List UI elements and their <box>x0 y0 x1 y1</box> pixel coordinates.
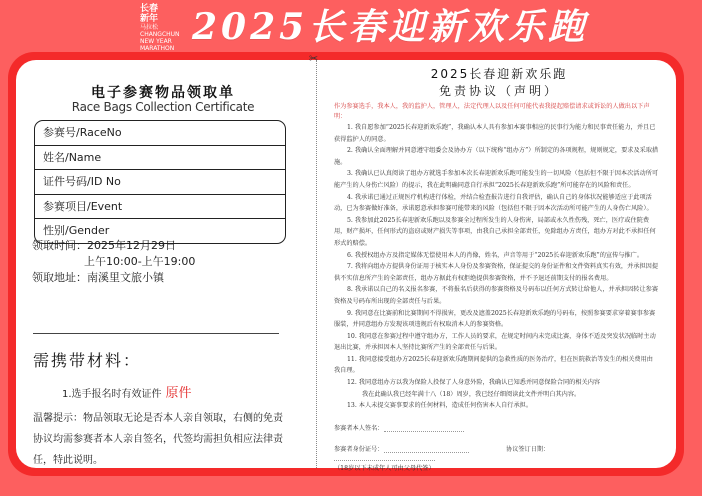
agreement-subtitle: 免责协议（声明） <box>438 84 559 98</box>
logo-line: 长春 <box>140 4 159 14</box>
id-number-label: 参赛者身份证号： <box>334 446 384 453</box>
agreement-clauses <box>334 122 659 412</box>
field-race-no: 参赛号/RaceNo <box>35 121 285 146</box>
material-item-text: 1.选手报名时有效证件 <box>62 389 162 400</box>
clause: 4. 我承诺已通过正规医疗机构进行体检，并结合检查报告进行自我评估，确认自己的身体状况能够适应于此项活动，已为参赛做好准备，承诺愿意承担参赛可能带来的风险（包括但不限于因本次活动所可能产生的人身伤亡风险）。 <box>334 193 653 213</box>
divider <box>33 333 279 334</box>
clause: 1. 我自愿参加“2025长春迎新欢乐跑”，我确认本人具有参加本赛事相应的民事行为能力和民事责任能力，并且已获得监护人的同意。 <box>334 124 656 143</box>
logo-line: 新年 <box>140 14 159 24</box>
agreement-title: 2025长春迎新欢乐跑 <box>430 67 568 81</box>
materials-heading: 需携带材料： <box>33 351 142 370</box>
field-event: 参赛项目/Event <box>35 195 285 220</box>
pickup-address-value: 南溪里文旅小镇 <box>87 271 164 284</box>
field-id-no: 证件号码/ID No <box>35 170 285 195</box>
clause: 5. 我参加此2025长春迎新欢乐跑以及参赛全过程所发生的人身伤害，局部或永久性伤残，死亡，医疗或住院费用，财产损坏，任何形式的盗窃或财产损失等事项，由我自己承担全部责任，免除组办方责任，组办方对此不承担任何形式的赔偿。 <box>334 216 656 247</box>
minor-note: （18岁以下未成年人可由父母代签） <box>334 460 435 472</box>
clause: 13. 本人未提交赛事要求的任何材料，造成任何伤害本人自行承担。 <box>347 402 533 410</box>
clause: 10. 我同意在参赛过程中遵守组办方，工作人员的要求，在规定时间内未完成比赛，身体不适及突发状况临时主动退出比赛，并承担因本人坚持比赛所产生的全部责任与后果。 <box>334 332 656 352</box>
id-number-line[interactable] <box>384 452 469 453</box>
signature-field[interactable] <box>334 423 464 432</box>
document-card <box>8 52 684 476</box>
clause: 3. 我确认已认真阅读了组办方就选手参加本次长春迎新欢乐跑可能发生的一切风险（包括但不限于因本次活动所可能产生的人身伤亡风险）的提示，我在此明确同意自行承担“2025长春迎新欢乐跑”所可能存在的风险和责任。 <box>334 170 659 189</box>
clause: 7. 我将向组办方提供身份证用于核实本人身份及参赛资格，保证提交的身份证件和文件资料真实有效，并承担因提供不实信息所产生的全部责任，组办方据此有权拒绝提供参赛资格，并不予退还前期支付的报名费用。 <box>334 263 659 282</box>
clause: 2. 我确认全面理解并同意遵守组委会及协办方（以下统称“组办方”）所制定的各项规程，规则规定，要求及采取措施。 <box>334 147 659 166</box>
agreement-date-field[interactable] <box>506 444 549 453</box>
pickup-date: 2025年12月29日 <box>87 239 176 252</box>
clause: 9. 我同意在比赛前和比赛期间不得损害，更改及遮盖2025长春迎新欢乐跑的号码布，按照参赛要求穿着赛事参赛服装，并同意组办方发现该项违规后有权取消本人的参赛资格。 <box>334 309 656 329</box>
certificate-subtitle: Race Bags Collection Certificate <box>71 100 255 114</box>
agreement-date-label: 协议签订日期： <box>506 446 550 453</box>
logo-line: CHANGCHUN <box>140 31 180 38</box>
signature-line[interactable] <box>384 431 464 432</box>
signature-label: 参赛者本人签名： <box>334 425 384 432</box>
pickup-time <box>32 237 176 253</box>
material-item <box>62 382 192 401</box>
scissors-icon: ✂ <box>309 52 319 65</box>
field-gender: 性别/Gender <box>43 224 110 237</box>
id-number-field[interactable] <box>334 444 469 453</box>
certificate-title: 电子参赛物品领取单 <box>91 85 235 101</box>
pickup-address <box>32 269 164 285</box>
clause: 6. 我授权组办方及指定媒体无偿使用本人的肖像，姓名，声音等用于“2025长春迎新欢乐跑”的宣传与推广。 <box>347 251 644 259</box>
banner-title: 2025长春迎新欢乐跑 <box>192 6 589 48</box>
disclaimer-agreement <box>334 60 664 472</box>
material-highlight: 原件 <box>165 386 192 401</box>
logo-line: MARATHON <box>140 45 175 52</box>
age-confirmation: 我在此确认我已经年满十八（18）周岁，我已经仔细阅读此文件并明白其内容。 <box>362 390 581 398</box>
pickup-hours: 上午10:00-上午19:00 <box>84 255 196 268</box>
agreement-intro: 作为参赛选手，我本人，我的监护人，管理人，法定代理人以及任何可能代表我提起赔偿请求或诉讼的人做出以下声明： <box>334 103 650 120</box>
cut-line <box>316 60 317 468</box>
clause: 8. 我承诺以自己的名义报名参赛，不将报名后获得的参赛资格及号码布以任何方式转让给他人，并承担因转让参赛资格及号码布所出现的全部责任与后果。 <box>334 286 659 305</box>
marathon-logo <box>140 4 180 50</box>
logo-line: NEW YEAR <box>140 38 172 45</box>
clause: 11. 我同意接受组办方2025长春迎新欢乐跑期间提供的急救性质的医务治疗，但在医院救治等发生的相关费用由我自理。 <box>334 355 653 375</box>
logo-line: 马拉松 <box>140 24 159 31</box>
participant-info-table <box>34 120 286 244</box>
pickup-time-label: 领取时间： <box>32 239 87 252</box>
document-body <box>16 52 676 472</box>
pickup-address-label: 领取地址： <box>32 271 87 284</box>
warm-tip: 温馨提示：物品领取无论是否本人亲自领取，右侧的免责协议均需参赛者本人亲自签名，代签均需担负相应法律责任，特此说明。 <box>33 413 283 466</box>
field-name: 姓名/Name <box>35 146 285 171</box>
collection-certificate <box>28 60 298 468</box>
header-banner <box>0 0 702 56</box>
clause: 12. 我同意组办方以我为保险人投保了人身意外险，我确认已知悉并同意保险合同的相关内容 <box>347 379 601 387</box>
